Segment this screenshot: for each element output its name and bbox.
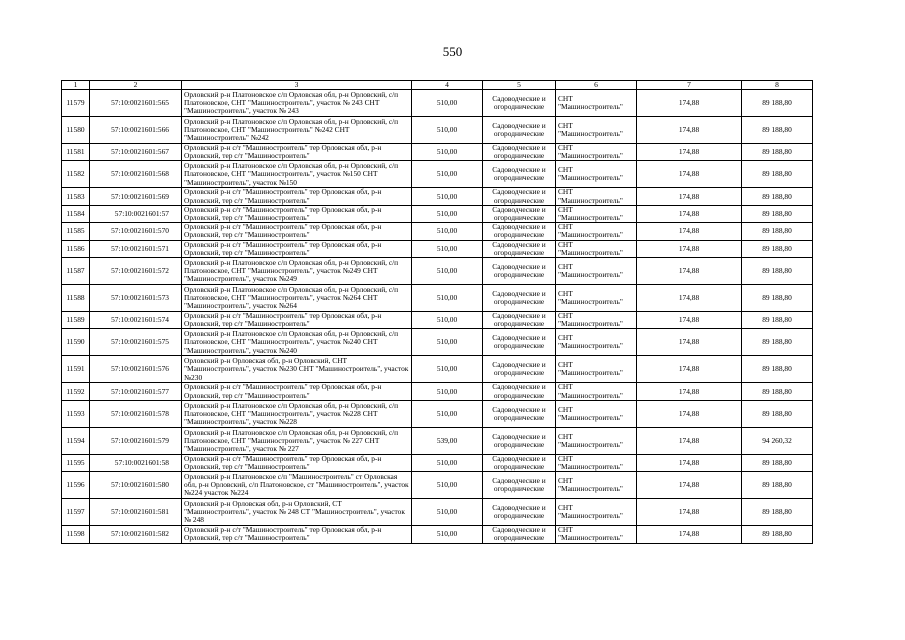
table-row <box>62 188 813 205</box>
land-use-cell: Садоводческие и огороднические <box>483 240 556 257</box>
unit-price-cell: 174,88 <box>637 400 742 427</box>
land-use-cell: Садоводческие и огороднические <box>483 356 556 383</box>
unit-price-cell: 174,88 <box>637 499 742 526</box>
area-cell: 510,00 <box>412 356 483 383</box>
area-cell: 510,00 <box>412 383 483 400</box>
address-cell: Орловский р-н Платоновское с/п Орловская обл, р-н Орловский, с/п Платоновское, СНТ "Машиностроитель", участок №264 СНТ "Машиностроитель", участок №264 <box>182 285 412 312</box>
organization-cell: СНТ "Машиностроитель" <box>556 499 637 526</box>
area-cell: 510,00 <box>412 144 483 161</box>
cadastral-number: 57:10:0021601:570 <box>90 223 182 240</box>
area-cell: 510,00 <box>412 90 483 117</box>
table-row <box>62 223 813 240</box>
cadastral-cost-cell: 89 188,80 <box>742 258 813 285</box>
row-number: 11581 <box>62 144 90 161</box>
cadastral-number: 57:10:0021601:572 <box>90 258 182 285</box>
unit-price-cell: 174,88 <box>637 526 742 543</box>
land-use-cell: Садоводческие и огороднические <box>483 312 556 329</box>
row-number: 11587 <box>62 258 90 285</box>
cadastral-cost-cell: 89 188,80 <box>742 240 813 257</box>
column-header: 5 <box>483 81 556 90</box>
cadastral-cost-cell: 94 260,32 <box>742 427 813 454</box>
cadastral-number: 57:10:0021601:573 <box>90 285 182 312</box>
row-number: 11589 <box>62 312 90 329</box>
unit-price-cell: 174,88 <box>637 90 742 117</box>
column-header: 6 <box>556 81 637 90</box>
unit-price-cell: 174,88 <box>637 472 742 499</box>
organization-cell: СНТ "Машиностроитель" <box>556 223 637 240</box>
area-cell: 510,00 <box>412 240 483 257</box>
address-cell: Орловский р-н Платоновское с/п Орловская обл, р-н Орловский, с/п Платоновское, СНТ "Машиностроитель" №242 СНТ "Машиностроитель" №242 <box>182 117 412 144</box>
cadastral-cost-cell: 89 188,80 <box>742 312 813 329</box>
table-row <box>62 161 813 188</box>
area-cell: 510,00 <box>412 188 483 205</box>
row-number: 11586 <box>62 240 90 257</box>
address-cell: Орловский р-н с/т "Машиностроитель" тер Орловская обл, р-н Орловский, тер с/т "Машиностроитель" <box>182 454 412 471</box>
area-cell: 510,00 <box>412 400 483 427</box>
column-header: 1 <box>62 81 90 90</box>
cadastral-cost-cell: 89 188,80 <box>742 223 813 240</box>
unit-price-cell: 174,88 <box>637 427 742 454</box>
address-cell: Орловский р-н с/т "Машиностроитель" тер Орловская обл, р-н Орловский, тер с/т "Машиностроитель" <box>182 240 412 257</box>
area-cell: 510,00 <box>412 454 483 471</box>
unit-price-cell: 174,88 <box>637 383 742 400</box>
unit-price-cell: 174,88 <box>637 240 742 257</box>
area-cell: 510,00 <box>412 117 483 144</box>
area-cell: 510,00 <box>412 472 483 499</box>
address-cell: Орловский р-н Платоновское с/п Орловская обл, р-н Орловский, с/п Платоновское, СНТ "Машиностроитель", участок №150 СНТ "Машиностроитель", участок №150 <box>182 161 412 188</box>
organization-cell: СНТ "Машиностроитель" <box>556 205 637 222</box>
organization-cell: СНТ "Машиностроитель" <box>556 454 637 471</box>
cadastral-cost-cell: 89 188,80 <box>742 454 813 471</box>
row-number: 11594 <box>62 427 90 454</box>
land-use-cell: Садоводческие и огороднические <box>483 383 556 400</box>
cadastral-cost-cell: 89 188,80 <box>742 383 813 400</box>
table-row <box>62 117 813 144</box>
organization-cell: СНТ "Машиностроитель" <box>556 526 637 543</box>
document-table-wrapper <box>61 80 812 544</box>
cadastral-number: 57:10:0021601:571 <box>90 240 182 257</box>
organization-cell: СНТ "Машиностроитель" <box>556 312 637 329</box>
cadastral-number: 57:10:0021601:565 <box>90 90 182 117</box>
land-use-cell: Садоводческие и огороднические <box>483 400 556 427</box>
land-use-cell: Садоводческие и огороднические <box>483 499 556 526</box>
cadastral-cost-cell: 89 188,80 <box>742 499 813 526</box>
unit-price-cell: 174,88 <box>637 144 742 161</box>
row-number: 11592 <box>62 383 90 400</box>
unit-price-cell: 174,88 <box>637 312 742 329</box>
cadastral-cost-cell: 89 188,80 <box>742 356 813 383</box>
page-number: 550 <box>442 44 463 59</box>
table-row <box>62 144 813 161</box>
cadastral-number: 57:10:0021601:576 <box>90 356 182 383</box>
organization-cell: СНТ "Машиностроитель" <box>556 90 637 117</box>
column-header: 4 <box>412 81 483 90</box>
cadastral-number: 57:10:0021601:58 <box>90 454 182 471</box>
cadastral-number: 57:10:0021601:580 <box>90 472 182 499</box>
table-row <box>62 427 813 454</box>
organization-cell: СНТ "Машиностроитель" <box>556 383 637 400</box>
cadastral-number: 57:10:0021601:581 <box>90 499 182 526</box>
row-number: 11580 <box>62 117 90 144</box>
cadastral-cost-cell: 89 188,80 <box>742 161 813 188</box>
unit-price-cell: 174,88 <box>637 285 742 312</box>
area-cell: 510,00 <box>412 223 483 240</box>
table-row <box>62 312 813 329</box>
row-number: 11593 <box>62 400 90 427</box>
land-use-cell: Садоводческие и огороднические <box>483 144 556 161</box>
row-number: 11584 <box>62 205 90 222</box>
cadastral-number: 57:10:0021601:566 <box>90 117 182 144</box>
table-row <box>62 472 813 499</box>
area-cell: 510,00 <box>412 312 483 329</box>
row-number: 11588 <box>62 285 90 312</box>
area-cell: 510,00 <box>412 161 483 188</box>
land-use-cell: Садоводческие и огороднические <box>483 188 556 205</box>
cadastral-number: 57:10:0021601:577 <box>90 383 182 400</box>
cadastral-number: 57:10:0021601:57 <box>90 205 182 222</box>
address-cell: Орловский р-н с/т "Машиностроитель" тер Орловская обл, р-н Орловский, тер с/т "Машиностроитель" <box>182 312 412 329</box>
land-use-cell: Садоводческие и огороднические <box>483 526 556 543</box>
unit-price-cell: 174,88 <box>637 454 742 471</box>
row-number: 11582 <box>62 161 90 188</box>
table-row <box>62 499 813 526</box>
land-use-cell: Садоводческие и огороднические <box>483 427 556 454</box>
organization-cell: СНТ "Машиностроитель" <box>556 188 637 205</box>
address-cell: Орловский р-н Орловская обл, р-н Орловский, СНТ "Машиностроитель", участок №230 СНТ "Машиностроитель", участок №230 <box>182 356 412 383</box>
cadastral-number: 57:10:0021601:567 <box>90 144 182 161</box>
unit-price-cell: 174,88 <box>637 205 742 222</box>
table-row <box>62 356 813 383</box>
address-cell: Орловский р-н с/т "Машиностроитель" тер Орловская обл, р-н Орловский, тер с/т "Машиностроитель" <box>182 188 412 205</box>
cadastral-cost-cell: 89 188,80 <box>742 472 813 499</box>
cadastral-number: 57:10:0021601:569 <box>90 188 182 205</box>
table-row <box>62 205 813 222</box>
cadastral-cost-cell: 89 188,80 <box>742 144 813 161</box>
cadastral-cost-cell: 89 188,80 <box>742 285 813 312</box>
organization-cell: СНТ "Машиностроитель" <box>556 285 637 312</box>
address-cell: Орловский р-н с/т "Машиностроитель" тер Орловская обл, р-н Орловский, тер с/т "Машиностроитель" <box>182 526 412 543</box>
table-row <box>62 240 813 257</box>
column-number-row <box>62 81 813 90</box>
organization-cell: СНТ "Машиностроитель" <box>556 240 637 257</box>
address-cell: Орловский р-н с/т "Машиностроитель" тер Орловская обл, р-н Орловский, тер с/т "Машиностроитель" <box>182 223 412 240</box>
cadastral-cost-cell: 89 188,80 <box>742 188 813 205</box>
address-cell: Орловский р-н Платоновское с/п Орловская обл, р-н Орловский, с/п Платоновское, СНТ "Машиностроитель", участок №249 СНТ "Машиностроитель", участок №249 <box>182 258 412 285</box>
row-number: 11583 <box>62 188 90 205</box>
table-row <box>62 400 813 427</box>
column-header: 8 <box>742 81 813 90</box>
cadastral-cost-cell: 89 188,80 <box>742 526 813 543</box>
column-header: 3 <box>182 81 412 90</box>
cadastral-cost-cell: 89 188,80 <box>742 205 813 222</box>
unit-price-cell: 174,88 <box>637 188 742 205</box>
land-use-cell: Садоводческие и огороднические <box>483 258 556 285</box>
row-number: 11590 <box>62 329 90 356</box>
organization-cell: СНТ "Машиностроитель" <box>556 427 637 454</box>
table-row <box>62 90 813 117</box>
row-number: 11585 <box>62 223 90 240</box>
address-cell: Орловский р-н Платоновское с/п "Машиностроитель" ст Орловская обл, р-н Орловский, с/п Платоновское, ст "Машиностроитель", участок №224 участок №224 <box>182 472 412 499</box>
land-use-cell: Садоводческие и огороднические <box>483 472 556 499</box>
column-header: 2 <box>90 81 182 90</box>
address-cell: Орловский р-н Платоновское с/п Орловская обл, р-н Орловский, с/п Платоновское, СНТ "Машиностроитель", участок №228 СНТ "Машиностроитель", участок №228 <box>182 400 412 427</box>
area-cell: 539,00 <box>412 427 483 454</box>
address-cell: Орловский р-н с/т "Машиностроитель" тер Орловская обл, р-н Орловский, тер с/т "Машиностроитель" <box>182 205 412 222</box>
unit-price-cell: 174,88 <box>637 161 742 188</box>
area-cell: 510,00 <box>412 258 483 285</box>
cadastral-cost-cell: 89 188,80 <box>742 117 813 144</box>
address-cell: Орловский р-н Орловская обл, р-н Орловский, СТ "Машиностроитель", участок № 248 СТ "Машиностроитель", участок № 248 <box>182 499 412 526</box>
area-cell: 510,00 <box>412 526 483 543</box>
land-plots-table <box>61 80 813 544</box>
address-cell: Орловский р-н с/т "Машиностроитель" тер Орловская обл, р-н Орловский, тер с/т "Машиностроитель" <box>182 383 412 400</box>
area-cell: 510,00 <box>412 499 483 526</box>
land-use-cell: Садоводческие и огороднические <box>483 329 556 356</box>
cadastral-number: 57:10:0021601:575 <box>90 329 182 356</box>
unit-price-cell: 174,88 <box>637 258 742 285</box>
organization-cell: СНТ "Машиностроитель" <box>556 400 637 427</box>
cadastral-number: 57:10:0021601:568 <box>90 161 182 188</box>
cadastral-number: 57:10:0021601:574 <box>90 312 182 329</box>
organization-cell: СНТ "Машиностроитель" <box>556 144 637 161</box>
unit-price-cell: 174,88 <box>637 223 742 240</box>
table-row <box>62 383 813 400</box>
table-row <box>62 454 813 471</box>
land-use-cell: Садоводческие и огороднические <box>483 223 556 240</box>
organization-cell: СНТ "Машиностроитель" <box>556 472 637 499</box>
organization-cell: СНТ "Машиностроитель" <box>556 117 637 144</box>
column-header: 7 <box>637 81 742 90</box>
land-use-cell: Садоводческие и огороднические <box>483 205 556 222</box>
cadastral-number: 57:10:0021601:579 <box>90 427 182 454</box>
table-row <box>62 526 813 543</box>
unit-price-cell: 174,88 <box>637 329 742 356</box>
address-cell: Орловский р-н Платоновское с/п Орловская обл, р-н Орловский, с/п Платоновское, СНТ "Машиностроитель", участок №240 СНТ "Машиностроитель", участок №240 <box>182 329 412 356</box>
land-use-cell: Садоводческие и огороднические <box>483 90 556 117</box>
row-number: 11597 <box>62 499 90 526</box>
row-number: 11596 <box>62 472 90 499</box>
address-cell: Орловский р-н с/т "Машиностроитель" тер Орловская обл, р-н Орловский, тер с/т "Машиностроитель" <box>182 144 412 161</box>
organization-cell: СНТ "Машиностроитель" <box>556 161 637 188</box>
land-use-cell: Садоводческие и огороднические <box>483 161 556 188</box>
organization-cell: СНТ "Машиностроитель" <box>556 329 637 356</box>
area-cell: 510,00 <box>412 285 483 312</box>
cadastral-cost-cell: 89 188,80 <box>742 90 813 117</box>
land-use-cell: Садоводческие и огороднические <box>483 117 556 144</box>
row-number: 11595 <box>62 454 90 471</box>
row-number: 11598 <box>62 526 90 543</box>
land-use-cell: Садоводческие и огороднические <box>483 454 556 471</box>
address-cell: Орловский р-н Платоновское с/п Орловская обл, р-н Орловский, с/п Платоновское, СНТ "Машиностроитель", участок № 227 СНТ "Машиностроитель", участок № 227 <box>182 427 412 454</box>
table-row <box>62 329 813 356</box>
cadastral-number: 57:10:0021601:582 <box>90 526 182 543</box>
area-cell: 510,00 <box>412 205 483 222</box>
unit-price-cell: 174,88 <box>637 356 742 383</box>
table-row <box>62 258 813 285</box>
organization-cell: СНТ "Машиностроитель" <box>556 356 637 383</box>
area-cell: 510,00 <box>412 329 483 356</box>
row-number: 11591 <box>62 356 90 383</box>
table-row <box>62 285 813 312</box>
cadastral-cost-cell: 89 188,80 <box>742 329 813 356</box>
organization-cell: СНТ "Машиностроитель" <box>556 258 637 285</box>
address-cell: Орловский р-н Платоновское с/п Орловская обл, р-н Орловский, с/п Платоновское, СНТ "Машиностроитель", участок № 243 СНТ "Машиностроитель", участок № 243 <box>182 90 412 117</box>
row-number: 11579 <box>62 90 90 117</box>
land-use-cell: Садоводческие и огороднические <box>483 285 556 312</box>
cadastral-number: 57:10:0021601:578 <box>90 400 182 427</box>
unit-price-cell: 174,88 <box>637 117 742 144</box>
cadastral-cost-cell: 89 188,80 <box>742 400 813 427</box>
